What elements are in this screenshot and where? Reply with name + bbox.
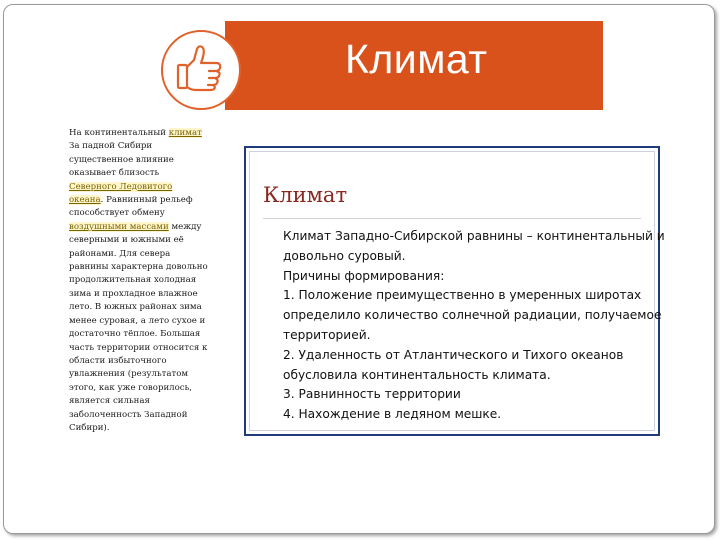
body-text-segment: . Равнинный рельеф способствует обмену	[69, 195, 193, 219]
body-text-segment: За падной Сибири существенное влияние оказывает близость	[69, 141, 174, 179]
figure-line: определило количество солнечной радиации, получаемое	[283, 308, 662, 323]
figure-line: 1. Положение преимущественно в умеренных широтах	[283, 288, 642, 303]
hyperlink[interactable]: климат	[168, 128, 202, 138]
figure-line: обусловила континентальность климата.	[283, 367, 551, 382]
figure-body	[283, 227, 665, 425]
figure-divider	[263, 218, 641, 219]
figure-line: территорией.	[283, 327, 371, 342]
climate-figure	[244, 146, 665, 436]
figure-line: 4. Нахождение в ледяном мешке.	[283, 407, 502, 422]
slide-title: Климат	[345, 36, 488, 82]
figure-line: Причины формирования:	[283, 268, 445, 283]
figure-line: 2. Удаленность от Атлантического и Тихого океанов	[283, 347, 624, 362]
figure-title: Климат	[263, 183, 348, 207]
body-paragraph	[69, 127, 209, 435]
body-text-segment: между северными и южными её районами. Для севера равнины характерна довольно продолжительная холодная зима и прохладное влажное лето. В южных районах зима менее суровая, а лето сухое и достаточно тёплое. Большая часть территории относится к области избыточного увлажнения (результатом этого, как уже говорилось, является сильная заболоченность Западной Сибири).	[69, 221, 208, 433]
figure-line: довольно суровый.	[283, 248, 406, 263]
hyperlink[interactable]: Северного Ледовитого океана	[69, 181, 173, 206]
hyperlink[interactable]: воздушными массами	[69, 221, 169, 232]
thumbs-up-icon	[172, 40, 230, 98]
figure-line: Климат Западно-Сибирской равнины – континентальный и	[283, 229, 665, 243]
body-text-segment: На континентальный	[69, 128, 169, 138]
figure-line: 3. Равнинность территории	[283, 387, 461, 402]
